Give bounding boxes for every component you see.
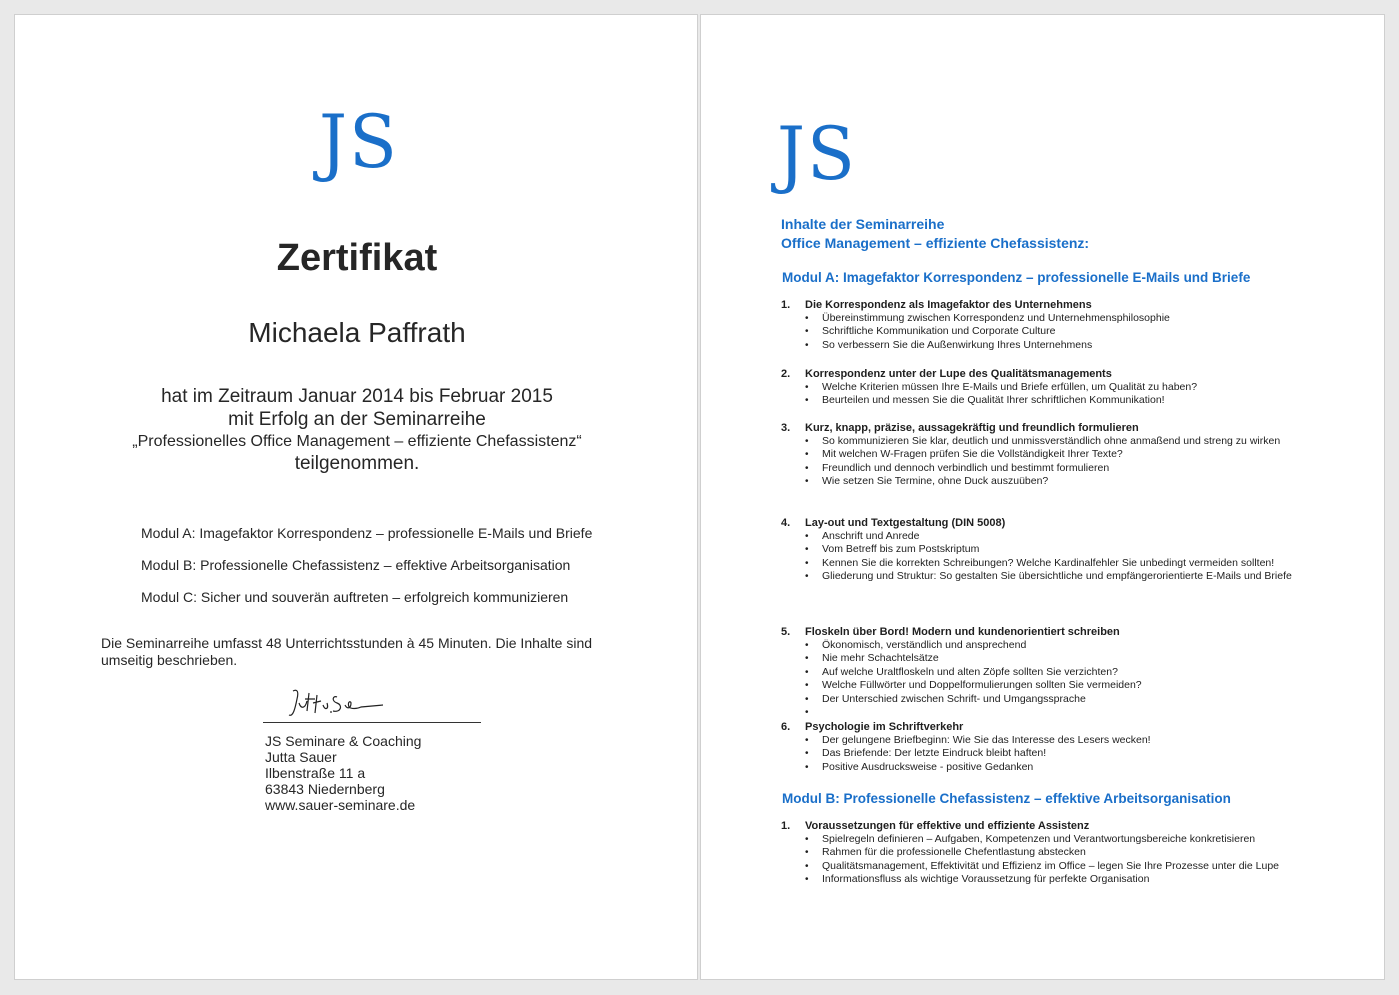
address-line: JS Seminare & Coaching: [265, 733, 422, 749]
bullet-item: [781, 475, 1301, 488]
bullet-icon: •: [805, 748, 809, 760]
bullet-item: [781, 462, 1301, 475]
statement-line: hat im Zeitraum Januar 2014 bis Februar 2015: [161, 386, 553, 407]
bullet-icon: •: [805, 531, 809, 542]
section-bullet-list: [781, 435, 1301, 489]
bullet-text: Rahmen für die professionelle Chefentlastung abstecken: [822, 846, 1086, 859]
bullet-text: Der Unterschied zwischen Schrift- und Umgangssprache: [822, 692, 1086, 705]
bullet-item: [781, 325, 1301, 338]
bullet-item: [781, 833, 1301, 846]
bullet-icon: •: [805, 449, 809, 461]
bullet-item: [781, 312, 1301, 325]
content-section: [781, 720, 1301, 774]
bullet-text: Anschrift und Anrede: [822, 530, 920, 542]
bullet-text: Gliederung und Struktur: So gestalten Sie übersichtliche und empfängerorientierte E-Mails und Briefe: [822, 570, 1292, 583]
bullet-icon: •: [805, 874, 809, 886]
certificate-page: [14, 14, 698, 980]
bullet-icon: •: [805, 313, 809, 324]
bullet-text: So kommunizieren Sie klar, deutlich und unmissverständlich ohne anmaßend und streng zu wirken: [822, 435, 1281, 447]
content-section: [781, 625, 1301, 719]
signature-line: [263, 722, 481, 723]
content-section: [781, 421, 1301, 489]
bullet-text: Schriftliche Kommunikation und Corporate Culture: [822, 325, 1056, 338]
bullet-item: [781, 339, 1301, 352]
bullet-item: [781, 860, 1301, 873]
address-line: Jutta Sauer: [265, 749, 337, 765]
section-number: 6.: [781, 721, 791, 733]
module-b-title: Modul B: Professionelle Chefassistenz – effektive Arbeitsorganisation: [782, 791, 1231, 806]
bullet-icon: •: [805, 735, 809, 746]
bullet-item: [781, 652, 1301, 665]
signature-scribble: [287, 687, 387, 721]
bullet-icon: •: [805, 761, 809, 773]
bullet-text: Ökonomisch, verständlich und ansprechend: [822, 639, 1027, 651]
seminar-series-title: „Professionelles Office Management – effiziente Chefassistenz“: [132, 433, 582, 450]
section-heading: [781, 298, 1301, 312]
section-bullet-list: [781, 833, 1301, 887]
certificate-statement: [15, 385, 698, 476]
section-heading: [781, 819, 1301, 833]
address-line: www.sauer-seminare.de: [265, 797, 416, 813]
section-heading: [781, 625, 1301, 639]
address-block: [265, 733, 421, 813]
bullet-icon: •: [805, 476, 809, 488]
bullet-icon: •: [805, 462, 809, 474]
section-number: 2.: [781, 368, 791, 380]
series-summary: Die Seminarreihe umfasst 48 Unterrichtsstunden à 45 Minuten. Die Inhalte sind umseitig beschrieben.: [101, 635, 593, 668]
bullet-item: [781, 666, 1301, 679]
contents-page: [700, 14, 1385, 980]
bullet-item: [781, 734, 1301, 747]
section-bullet-list: [781, 312, 1301, 352]
section-title: Floskeln über Bord! Modern und kundenorientiert schreiben: [805, 626, 1120, 638]
bullet-icon: •: [805, 860, 809, 872]
bullet-text: Wie setzen Sie Termine, ohne Duck auszuüben?: [822, 475, 1049, 488]
bullet-item: [781, 435, 1301, 448]
bullet-text: Nie mehr Schachtelsätze: [822, 652, 939, 665]
bullet-icon: •: [805, 666, 809, 678]
bullet-text: Welche Füllwörter und Doppelformulierungen sollten Sie vermeiden?: [822, 679, 1142, 692]
bullet-item: [781, 639, 1301, 652]
section-bullet-list: [781, 639, 1301, 719]
signature: [287, 687, 387, 726]
bullet-icon: •: [805, 326, 809, 338]
bullet-icon: •: [805, 693, 809, 705]
section-number: 5.: [781, 626, 791, 638]
content-section: [781, 516, 1301, 584]
bullet-text: Freundlich und dennoch verbindlich und bestimmt formulieren: [822, 461, 1110, 474]
section-bullet-list: [781, 530, 1301, 584]
address-line: 63843 Niedernberg: [265, 781, 385, 797]
bullet-item: [781, 747, 1301, 760]
js-logo: JS: [777, 110, 858, 198]
participant-name: Michaela Paffrath: [248, 317, 466, 348]
bullet-text: Das Briefende: Der letzte Eindruck bleibt haften!: [822, 747, 1047, 760]
bullet-item: [781, 448, 1301, 461]
section-bullet-list: [781, 734, 1301, 774]
contents-heading-line: Office Management – effiziente Chefassistenz:: [781, 235, 1090, 251]
section-bullet-list: [781, 381, 1301, 408]
contents-heading-line: Inhalte der Seminarreihe: [781, 216, 945, 232]
bullet-text: Der gelungene Briefbeginn: Wie Sie das Interesse des Lesers wecken!: [822, 734, 1151, 746]
bullet-text: Qualitätsmanagement, Effektivität und Effizienz im Office – legen Sie Ihre Prozesse unter die Lupe: [822, 859, 1280, 872]
section-title: Lay-out und Textgestaltung (DIN 5008): [805, 517, 1006, 529]
module-c-line: Modul C: Sicher und souverän auftreten – erfolgreich kommunizieren: [141, 589, 569, 605]
bullet-icon: •: [805, 653, 809, 665]
module-b-line: Modul B: Professionelle Chefassistenz – effektive Arbeitsorganisation: [141, 557, 571, 573]
bullet-text: So verbessern Sie die Außenwirkung Ihres Unternehmens: [822, 338, 1093, 351]
section-heading: [781, 421, 1301, 435]
bullet-text: Vom Betreff bis zum Postskriptum: [822, 543, 980, 556]
contents-heading: [781, 215, 1089, 253]
section-heading: [781, 516, 1301, 530]
bullet-text: Spielregeln definieren – Aufgaben, Kompetenzen und Verantwortungsbereiche konkretisieren: [822, 833, 1256, 845]
bullet-text: Positive Ausdrucksweise - positive Gedanken: [822, 760, 1034, 773]
section-number: 1.: [781, 299, 791, 311]
module-a-title: Modul A: Imagefaktor Korrespondenz – professionelle E-Mails und Briefe: [782, 270, 1251, 285]
bullet-item: [781, 543, 1301, 556]
section-title: Voraussetzungen für effektive und effiziente Assistenz: [805, 820, 1090, 832]
module-a-line: Modul A: Imagefaktor Korrespondenz – professionelle E-Mails und Briefe: [141, 525, 593, 541]
statement-line: teilgenommen.: [294, 453, 420, 474]
bullet-item: [781, 530, 1301, 543]
bullet-item: [781, 394, 1301, 407]
bullet-item: [781, 693, 1301, 706]
bullet-icon: •: [805, 382, 809, 393]
bullet-icon: •: [805, 557, 809, 569]
content-section: [781, 819, 1301, 887]
bullet-icon: •: [805, 339, 809, 351]
section-title: Korrespondenz unter der Lupe des Qualitätsmanagements: [805, 368, 1112, 380]
bullet-text: Mit welchen W-Fragen prüfen Sie die Vollständigkeit Ihrer Texte?: [822, 448, 1123, 461]
bullet-item: [781, 557, 1301, 570]
bullet-item: [781, 761, 1301, 774]
section-heading: [781, 367, 1301, 381]
section-title: Die Korrespondenz als Imagefaktor des Unternehmens: [805, 299, 1092, 311]
bullet-text: Welche Kriterien müssen Ihre E-Mails und Briefe erfüllen, um Qualität zu haben?: [822, 381, 1198, 393]
bullet-item: [781, 873, 1301, 886]
content-section: [781, 298, 1301, 352]
statement-line: mit Erfolg an der Seminarreihe: [228, 409, 486, 430]
bullet-icon: •: [805, 847, 809, 859]
bullet-icon: •: [805, 680, 809, 692]
certificate-title: Zertifikat: [276, 237, 438, 279]
bullet-text: Kennen Sie die korrekten Schreibungen? Welche Kardinalfehler Sie unbedingt vermeiden sollten!: [822, 556, 1275, 569]
section-number: 3.: [781, 422, 791, 434]
bullet-icon: •: [805, 834, 809, 845]
content-section: [781, 367, 1301, 408]
bullet-text: Informationsfluss als wichtige Voraussetzung für perfekte Organisation: [822, 873, 1150, 886]
bullet-text: Auf welche Uraltfloskeln und alten Zöpfe sollten Sie verzichten?: [822, 665, 1118, 678]
bullet-text: Übereinstimmung zwischen Korrespondenz und Unternehmensphilosophie: [822, 312, 1170, 324]
bullet-item: [781, 570, 1301, 583]
bullet-text: Beurteilen und messen Sie die Qualität Ihrer schriftlichen Kommunikation!: [822, 394, 1165, 407]
section-number: 1.: [781, 820, 791, 832]
bullet-icon: •: [805, 544, 809, 556]
bullet-item: [781, 846, 1301, 859]
bullet-icon: •: [805, 571, 809, 583]
section-title: Psychologie im Schriftverkehr: [805, 721, 964, 733]
bullet-icon: •: [805, 640, 809, 651]
section-number: 4.: [781, 517, 791, 529]
bullet-icon: •: [805, 436, 809, 447]
bullet-item: [781, 381, 1301, 394]
bullet-icon: •: [805, 395, 809, 407]
section-heading: [781, 720, 1301, 734]
bullet-item: [781, 679, 1301, 692]
address-line: Ilbenstraße 11 a: [265, 765, 366, 781]
section-title: Kurz, knapp, präzise, aussagekräftig und freundlich formulieren: [805, 422, 1139, 434]
js-logo: JS: [319, 98, 400, 186]
bullet-icon: •: [805, 707, 809, 719]
